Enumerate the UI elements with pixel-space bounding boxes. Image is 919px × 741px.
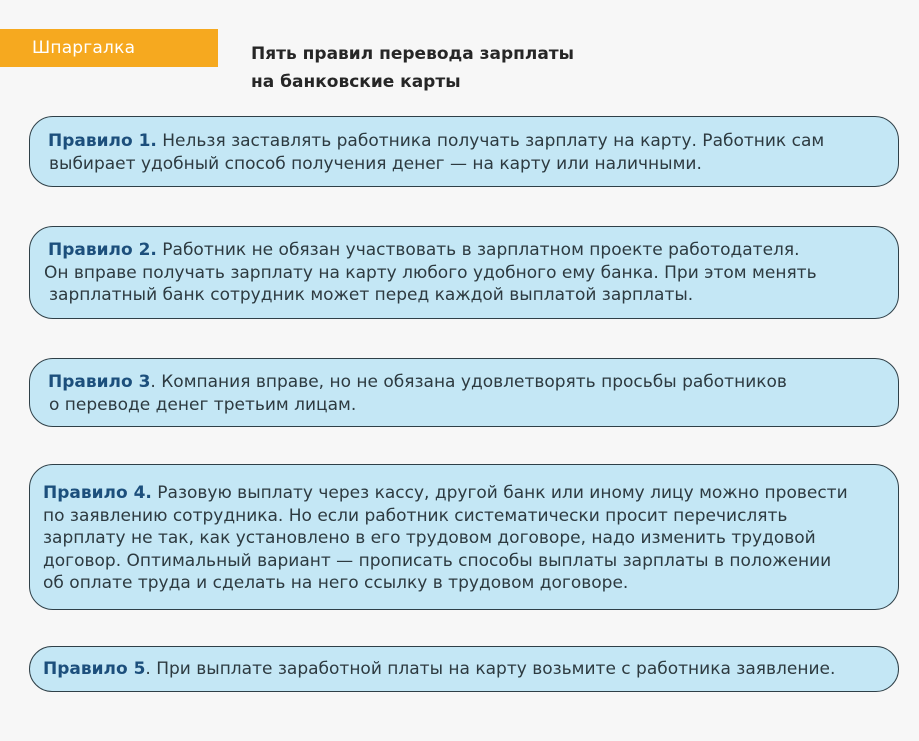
- rule-1-line-1: [48, 130, 898, 153]
- rule-3-line-2: о переводе денег третьим лицам.: [49, 394, 357, 415]
- rule-2-label: Правило 2.: [48, 240, 157, 260]
- rule-1-line-2: выбирает удобный способ получения денег — на карту или наличными.: [49, 153, 702, 174]
- rule-4-line-3: зарплату не так, как установлено в его трудовом договоре, надо изменить трудовой: [43, 528, 816, 548]
- cheat-sheet-tag: Шпаргалка: [0, 29, 218, 67]
- rule-1-label: Правило 1.: [48, 131, 157, 151]
- rule-4-label: Правило 4.: [43, 483, 152, 503]
- rule-2-line-2: Он вправе получать зарплату на карту любого удобного ему банка. При этом менять: [44, 262, 817, 283]
- rule-2-line-1: [48, 239, 898, 262]
- rule-5-label: Правило 5: [43, 659, 146, 679]
- rule-3-line-1: [48, 371, 898, 394]
- rule-3-label: Правило 3: [48, 372, 151, 392]
- page-title: [251, 40, 574, 96]
- page-title-line-1: Пять правил перевода зарплаты: [251, 44, 575, 64]
- rule-card-4: [29, 464, 899, 610]
- rule-4-line-4: договор. Оптимальный вариант — прописать способы выплаты зарплаты в положении: [43, 550, 832, 571]
- rule-2-line-3: зарплатный банк сотрудник может перед каждой выплатой зарплаты.: [49, 285, 694, 305]
- rule-card-1: [29, 116, 899, 187]
- rule-3-text-1: . Компания вправе, но не обязана удовлетворять просьбы работников: [150, 372, 787, 392]
- rule-5-line-1: [43, 658, 898, 681]
- rule-4-text-1: Разовую выплату через кассу, другой банк или иному лицу можно провести: [151, 483, 848, 503]
- rule-2-text-1: Работник не обязан участвовать в зарплатном проекте работодателя.: [156, 240, 800, 260]
- rule-4-line-2: по заявлению сотрудника. Но если работник систематически просит перечислять: [43, 505, 788, 526]
- rule-card-3: [29, 358, 899, 427]
- rule-card-2: [29, 226, 899, 319]
- rule-card-5: [29, 646, 899, 692]
- rule-4-line-5: об оплате труда и сделать на него ссылку в трудовом договоре.: [43, 573, 629, 593]
- rule-5-text-1: . При выплате заработной платы на карту возьмите с работника заявление.: [145, 659, 836, 679]
- page-title-line-2: на банковские карты: [251, 72, 461, 92]
- rule-4-line-1: [43, 482, 898, 505]
- rule-1-text-1: Нельзя заставлять работника получать зарплату на карту. Работник сам: [156, 131, 825, 151]
